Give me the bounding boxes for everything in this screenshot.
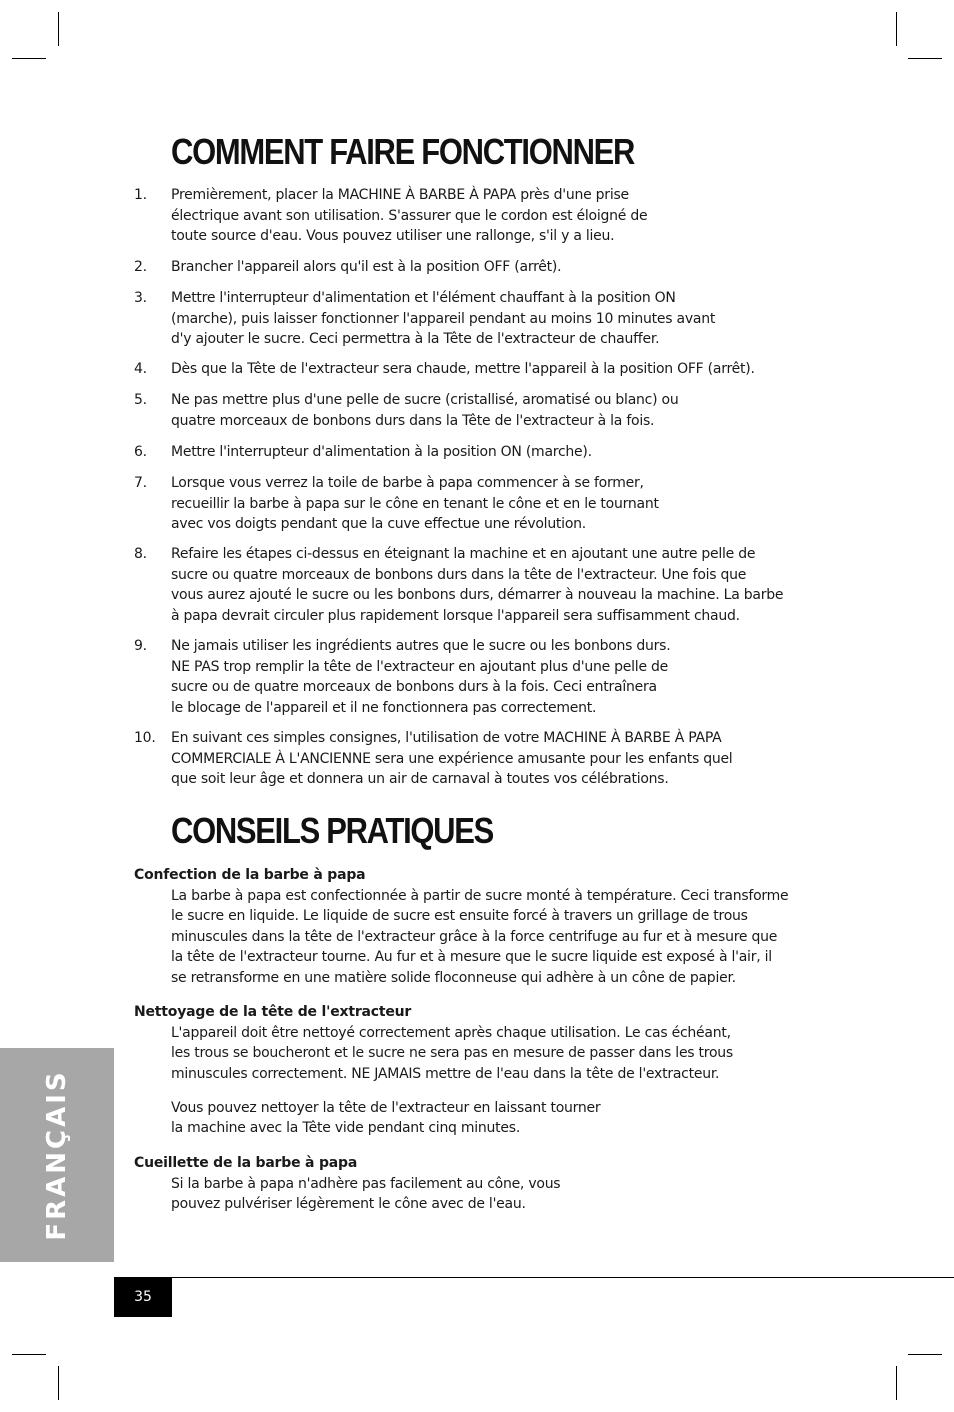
step-line: Mettre l'interrupteur d'alimentation à la position ON (marche). (171, 444, 592, 460)
tip-line: minuscules correctement. NE JAMAIS mettre de l'eau dans la tête de l'extracteur. (171, 1065, 720, 1082)
step-line: toute source d'eau. Vous pouvez utiliser une rallonge, s'il y a lieu. (171, 228, 615, 244)
step-line: que soit leur âge et donnera un air de carnaval à toutes vos célébrations. (171, 771, 669, 787)
tip-paragraph (171, 1174, 560, 1215)
step-line: avec vos doigts pendant que la cuve effectue une révolution. (171, 516, 586, 532)
step-number: 6. (134, 444, 147, 460)
tip-line: pouvez pulvériser légèrement le cône avec de l'eau. (171, 1196, 526, 1213)
step-line: d'y ajouter le sucre. Ceci permettra à la Tête de l'extracteur de chauffer. (171, 331, 660, 347)
step-number: 8. (134, 546, 147, 562)
language-tab (0, 1048, 114, 1262)
step-line: Refaire les étapes ci-dessus en éteignant la machine et en ajoutant une autre pelle de (171, 546, 756, 562)
step-text (171, 390, 678, 431)
step-number: 7. (134, 475, 147, 491)
tip-line: le sucre en liquide. Le liquide de sucre est ensuite forcé à travers un grillage de trous (171, 908, 748, 925)
step-number: 2. (134, 259, 147, 275)
step-line: Ne jamais utiliser les ingrédients autres que le sucre ou les bonbons durs. (171, 638, 671, 654)
step-number: 10. (134, 730, 156, 746)
tip-heading: Confection de la barbe à papa (134, 867, 366, 883)
tip-heading: Nettoyage de la tête de l'extracteur (134, 1004, 412, 1020)
tip-line: L'appareil doit être nettoyé correctement après chaque utilisation. Le cas échéant, (171, 1025, 731, 1041)
step-line: à papa devrait circuler plus rapidement lorsque l'appareil sera suffisamment chaud. (171, 607, 740, 624)
crop-mark (12, 58, 46, 59)
step-line: quatre morceaux de bonbons durs dans la Tête de l'extracteur à la fois. (171, 412, 655, 429)
step-text (171, 288, 715, 350)
step-number: 5. (134, 392, 147, 408)
step-text (171, 636, 670, 718)
tip-line: se retransforme en une matière solide floconneuse qui adhère à un cône de papier. (171, 969, 736, 986)
footer-rule (114, 1277, 954, 1278)
crop-mark (58, 1366, 59, 1400)
tip-line: Si la barbe à papa n'adhère pas facilement au cône, vous (171, 1176, 561, 1192)
step-line: (marche), puis laisser fonctionner l'appareil pendant au moins 10 minutes avant (171, 310, 716, 327)
step-number: 4. (134, 361, 147, 377)
tip-line: les trous se boucheront et le sucre ne sera pas en mesure de passer dans les trous (171, 1045, 733, 1062)
crop-mark (12, 1354, 46, 1355)
tip-line: minuscules dans la tête de l'extracteur grâce à la force centrifuge au fur et à mesure que (171, 928, 778, 945)
tip-line: la machine avec la Tête vide pendant cinq minutes. (171, 1120, 521, 1137)
step-text (171, 257, 561, 278)
step-line: recueillir la barbe à papa sur le cône en tenant le cône et en le tournant (171, 495, 659, 512)
step-line: COMMERCIALE À L'ANCIENNE sera une expérience amusante pour les enfants quel (171, 750, 733, 767)
step-text (171, 544, 783, 626)
step-text (171, 185, 647, 247)
tip-paragraph (171, 886, 788, 988)
page-number: 35 (114, 1277, 172, 1317)
step-line: Dès que la Tête de l'extracteur sera chaude, mettre l'appareil à la position OFF (arrêt). (171, 361, 755, 377)
step-line: Lorsque vous verrez la toile de barbe à papa commencer à se former, (171, 475, 644, 491)
step-line: le blocage de l'appareil et il ne fonctionnera pas correctement. (171, 699, 597, 716)
tip-line: La barbe à papa est confectionnée à partir de sucre monté à température. Ceci transforme (171, 888, 789, 904)
language-label: FRANÇAIS (42, 1069, 72, 1241)
step-line: Mettre l'interrupteur d'alimentation et l'élément chauffant à la position ON (171, 290, 676, 306)
step-text (171, 728, 732, 790)
tip-line: Vous pouvez nettoyer la tête de l'extracteur en laissant tourner (171, 1100, 601, 1116)
crop-mark (908, 1354, 942, 1355)
step-line: Premièrement, placer la MACHINE À BARBE À PAPA près d'une prise (171, 187, 629, 203)
crop-mark (908, 58, 942, 59)
crop-mark (896, 12, 897, 46)
step-number: 3. (134, 290, 147, 306)
step-text (171, 442, 592, 463)
step-line: sucre ou de quatre morceaux de bonbons durs à la fois. Ceci entraînera (171, 679, 657, 695)
tip-paragraph (171, 1023, 733, 1084)
step-line: Brancher l'appareil alors qu'il est à la position OFF (arrêt). (171, 259, 562, 275)
step-line: En suivant ces simples consignes, l'utilisation de votre MACHINE À BARBE À PAPA (171, 730, 722, 746)
step-text (171, 359, 755, 380)
step-line: Ne pas mettre plus d'une pelle de sucre (cristallisé, aromatisé ou blanc) ou (171, 392, 679, 408)
step-number: 1. (134, 187, 147, 203)
step-number: 9. (134, 638, 147, 654)
section-title-tips: CONSEILS PRATIQUES (171, 810, 493, 851)
crop-mark (58, 12, 59, 46)
step-text (171, 473, 659, 535)
step-line: électrique avant son utilisation. S'assurer que le cordon est éloigné de (171, 207, 648, 224)
tip-line: la tête de l'extracteur tourne. Au fur et à mesure que le sucre liquide est exposé à l'air, il (171, 949, 772, 966)
step-line: sucre ou quatre morceaux de bonbons durs dans la tête de l'extracteur. Une fois que (171, 566, 747, 583)
step-line: vous aurez ajouté le sucre ou les bonbons durs, démarrer à nouveau la machine. La barbe (171, 587, 784, 603)
tip-heading: Cueillette de la barbe à papa (134, 1155, 358, 1171)
crop-mark (896, 1366, 897, 1400)
step-line: NE PAS trop remplir la tête de l'extracteur en ajoutant plus d'une pelle de (171, 658, 669, 675)
section-title-operation: COMMENT FAIRE FONCTIONNER (171, 131, 635, 172)
tip-paragraph (171, 1098, 600, 1139)
